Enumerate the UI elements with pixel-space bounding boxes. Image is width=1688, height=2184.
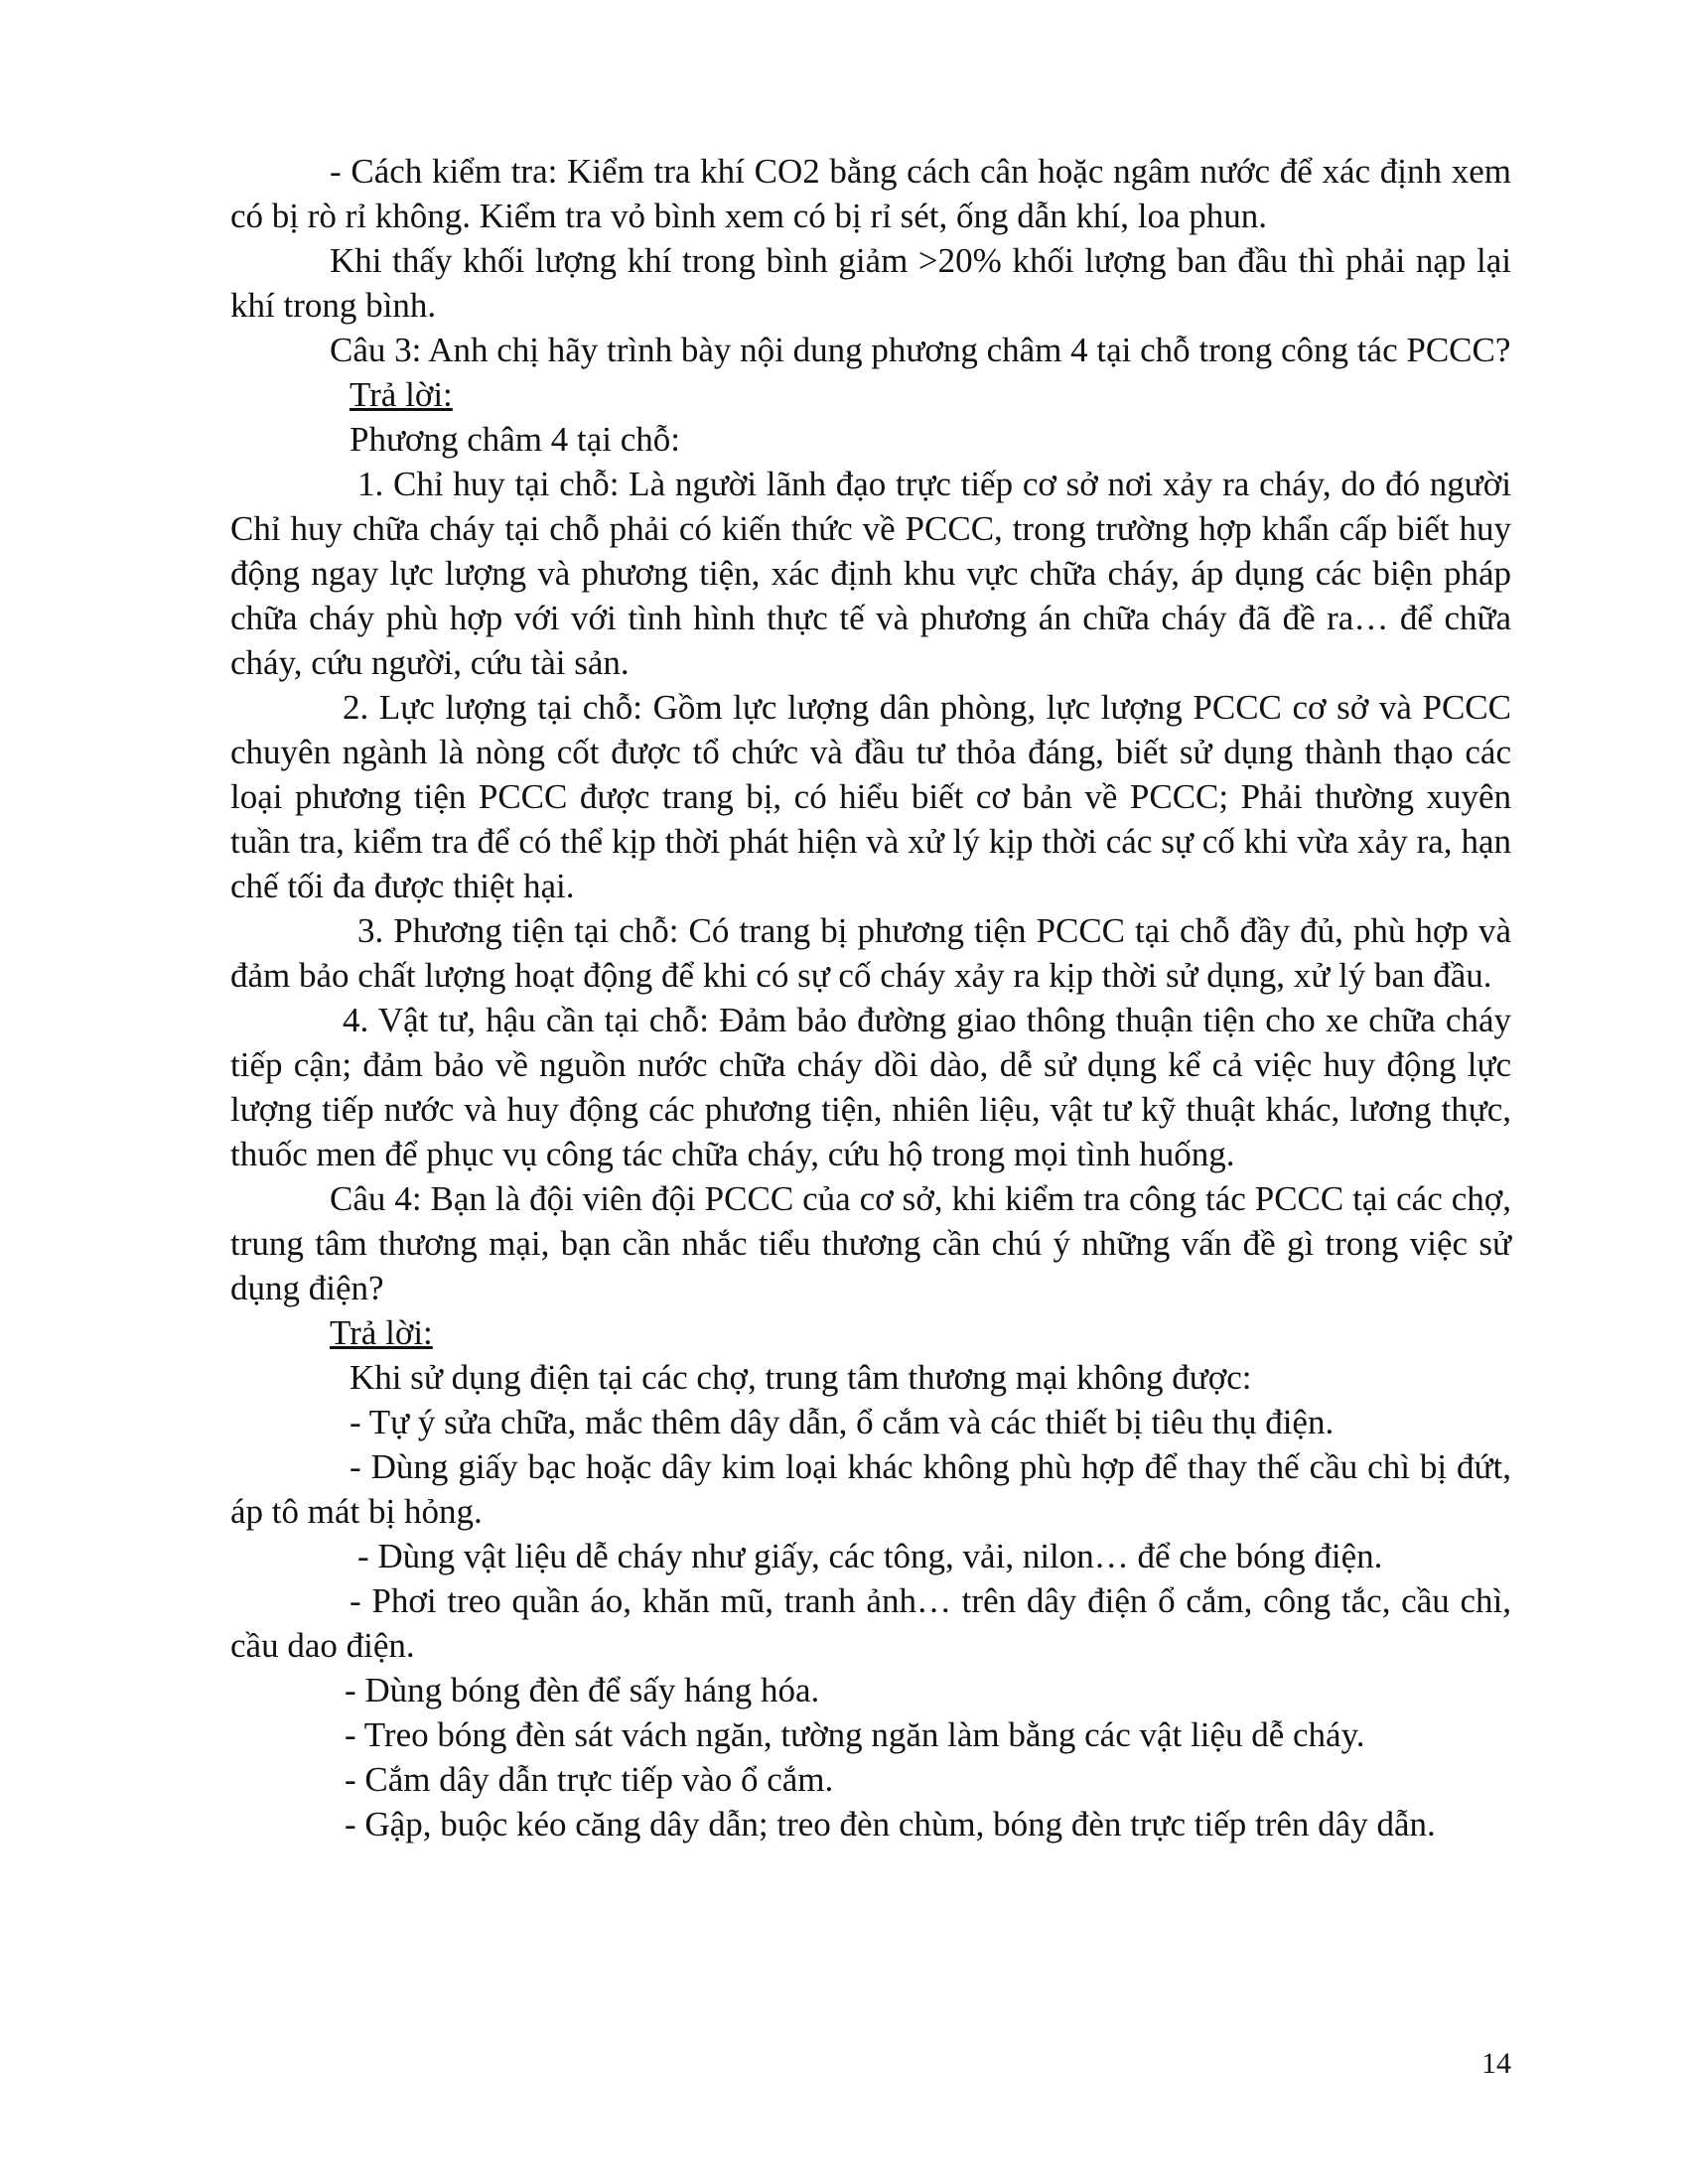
bullet-item: - Gập, buộc kéo căng dây dẫn; treo đèn chùm, bóng đèn trực tiếp trên dây dẫn. <box>345 1805 1436 1843</box>
question-4: Câu 4: Bạn là đội viên đội PCCC của cơ sở, khi kiểm tra công tác PCCC tại các chợ, trung tâm thương mại, bạn cần nhắc tiểu thương cần chú ý những vấn đề gì trong việc sử dụng điện? <box>230 1179 1511 1307</box>
paragraph-check-method: - Cách kiểm tra: Kiểm tra khí CO2 bằng cách cân hoặc ngâm nước để xác định xem có bị rò rỉ không. Kiểm tra vỏ bình xem có bị rỉ sét, ống dẫn khí, loa phun. <box>230 152 1511 235</box>
bullet-item: - Treo bóng đèn sát vách ngăn, tường ngăn làm bằng các vật liệu dễ cháy. <box>345 1715 1365 1754</box>
answer-label-text: Trả lời: <box>330 1313 433 1352</box>
bullet-item: - Cắm dây dẫn trực tiếp vào ổ cắm. <box>345 1760 834 1799</box>
q3-intro: Phương châm 4 tại chỗ: <box>350 420 680 459</box>
paragraph-refill: Khi thấy khối lượng khí trong bình giảm >20% khối lượng ban đầu thì phải nạp lại khí trong bình. <box>230 241 1511 325</box>
bullet-item: - Phơi treo quần áo, khăn mũ, tranh ảnh… trên dây điện ổ cắm, công tắc, cầu chì, cầu dao điện. <box>230 1581 1511 1665</box>
q4-intro: Khi sử dụng điện tại các chợ, trung tâm thương mại không được: <box>350 1358 1252 1397</box>
page-number: 14 <box>1481 2047 1511 2080</box>
bullet-item: - Dùng vật liệu dễ cháy như giấy, các tông, vải, nilon… để che bóng điện. <box>357 1537 1383 1575</box>
list-item-2: 2. Lực lượng tại chỗ: Gồm lực lượng dân phòng, lực lượng PCCC cơ sở và PCCC chuyên ngành là nòng cốt được tổ chức và đầu tư thỏa đáng, biết sử dụng thành thạo các loại phương tiện PCCC được trang bị, có hiểu biết cơ bản về PCCC; Phải thường xuyên tuần tra, kiểm tra để có thể kịp thời phát hiện và xử lý kịp thời các sự cố khi vừa xảy ra, hạn chế tối đa được thiệt hại. <box>230 688 1511 905</box>
list-item-4: 4. Vật tư, hậu cần tại chỗ: Đảm bảo đường giao thông thuận tiện cho xe chữa cháy tiếp cận; đảm bảo về nguồn nước chữa cháy dồi dào, dễ sử dụng kể cả việc huy động lực lượng tiếp nước và huy động các phương tiện, nhiên liệu, vật tư kỹ thuật khác, lương thực, thuốc men để phục vụ công tác chữa cháy, cứu hộ trong mọi tình huống. <box>230 1001 1511 1173</box>
answer-label-q3 <box>230 372 1511 417</box>
answer-label-text: Trả lời: <box>350 375 453 414</box>
bullet-item: - Dùng bóng đèn để sấy háng hóa. <box>345 1671 820 1709</box>
bullet-item: - Dùng giấy bạc hoặc dây kim loại khác không phù hợp để thay thế cầu chì bị đứt, áp tô mát bị hỏng. <box>230 1447 1511 1531</box>
document-body <box>230 149 1511 1846</box>
answer-label-q4 <box>230 1310 1511 1355</box>
question-3: Câu 3: Anh chị hãy trình bày nội dung phương châm 4 tại chỗ trong công tác PCCC? <box>330 331 1511 369</box>
bullet-item: - Tự ý sửa chữa, mắc thêm dây dẫn, ổ cắm và các thiết bị tiêu thụ điện. <box>350 1403 1335 1441</box>
list-item-1: 1. Chỉ huy tại chỗ: Là người lãnh đạo trực tiếp cơ sở nơi xảy ra cháy, do đó người Chỉ huy chữa cháy tại chỗ phải có kiến thức về PCCC, trong trường hợp khẩn cấp biết huy động ngay lực lượng và phương tiện, xác định khu vực chữa cháy, áp dụng các biện pháp chữa cháy phù hợp với với tình hình thực tế và phương án chữa cháy đã đề ra… để chữa cháy, cứu người, cứu tài sản. <box>230 465 1511 682</box>
list-item-3: 3. Phương tiện tại chỗ: Có trang bị phương tiện PCCC tại chỗ đầy đủ, phù hợp và đảm bảo chất lượng hoạt động để khi có sự cố cháy xảy ra kịp thời sử dụng, xử lý ban đầu. <box>230 911 1511 995</box>
